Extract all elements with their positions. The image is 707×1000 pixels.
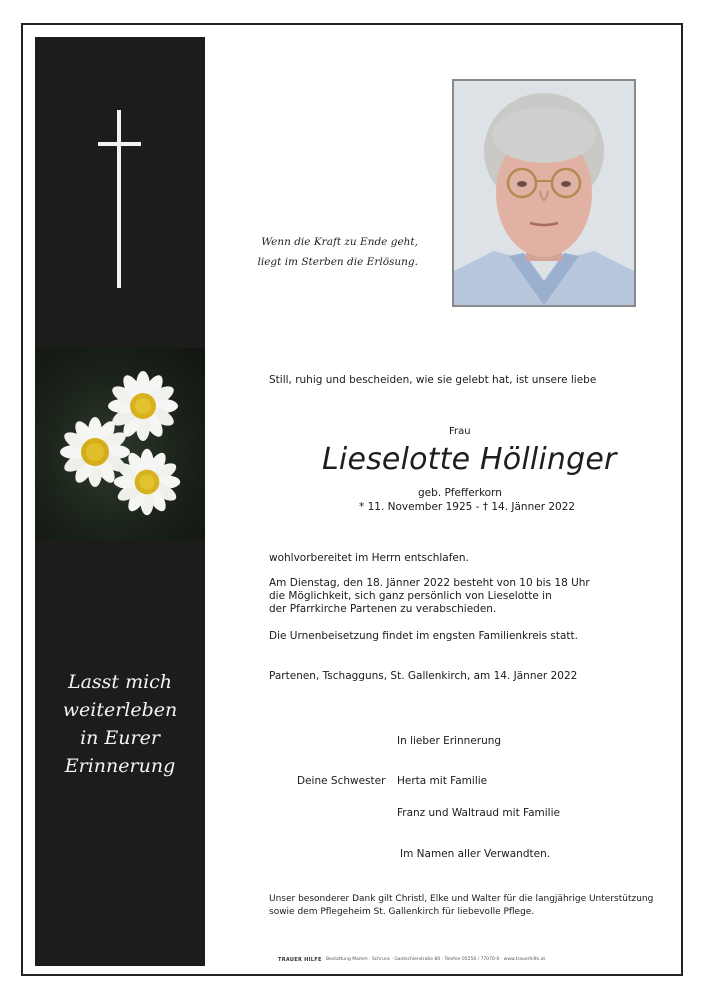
- thanks-line: sowie dem Pflegeheim St. Gallenkirch für liebevolle Pflege.: [269, 907, 535, 917]
- urn-text: Die Urnenbeisetzung findet im engsten Familienkreis statt.: [269, 630, 579, 642]
- sidebar-quote-line: weiterleben: [62, 699, 178, 721]
- portrait-image: [454, 81, 634, 305]
- farewell-line: der Pfarrkirche Partenen zu verabschieden.: [269, 603, 497, 615]
- farewell-line: die Möglichkeit, sich ganz persönlich von Lieselotte in: [269, 590, 552, 602]
- place-date: Partenen, Tschagguns, St. Gallenkirch, am 14. Jänner 2022: [269, 670, 578, 682]
- deceased-name: Lieselotte Höllinger: [322, 442, 617, 477]
- sidebar-quote-line: in Eurer: [80, 727, 160, 749]
- thanks-line: Unser besonderer Dank gilt Christl, Elke und Walter für die langjährige Unterstützung: [269, 894, 654, 904]
- sister-name: Herta mit Familie: [397, 775, 488, 787]
- farewell-paragraph: [269, 577, 590, 616]
- footer-brand: TRAUER HILFE: [278, 957, 322, 963]
- life-dates: * 11. November 1925 - † 14. Jänner 2022: [359, 501, 576, 513]
- sidebar-quote-line: Lasst mich: [67, 671, 173, 693]
- passed-text: wohlvorbereitet im Herrn entschlafen.: [269, 552, 469, 564]
- sidebar-quote-line: Erinnerung: [64, 755, 176, 777]
- cross-icon: [117, 110, 121, 288]
- cross-icon-bar: [98, 142, 141, 146]
- sidebar-quote: [35, 668, 205, 780]
- motto-line: Wenn die Kraft zu Ende geht,: [261, 236, 418, 248]
- birth-name: geb. Pfefferkorn: [418, 487, 502, 499]
- intro-text: Still, ruhig und bescheiden, wie sie gelebt hat, ist unsere liebe: [269, 374, 597, 386]
- salutation: Frau: [449, 426, 471, 437]
- motto-quote: [228, 232, 418, 272]
- mourner-second: Franz und Waltraud mit Familie: [397, 807, 560, 819]
- mourners-heading: In lieber Erinnerung: [397, 735, 502, 747]
- farewell-line: Am Dienstag, den 18. Jänner 2022 besteht von 10 bis 18 Uhr: [269, 577, 590, 589]
- motto-line: liegt im Sterben die Erlösung.: [257, 256, 418, 268]
- sister-label: Deine Schwester: [297, 775, 386, 787]
- portrait-photo: [452, 79, 636, 307]
- footer-text: Bestattung Mamm · Schruns · Gantschierstraße 80 · Telefon 05556 / 77070-0 · www.trauerhilfe.at: [326, 957, 546, 962]
- daisy-image: [35, 348, 205, 540]
- thanks-text: [269, 893, 653, 919]
- daisy-flowers-icon: [35, 348, 205, 540]
- mourners-closing: Im Namen aller Verwandten.: [400, 848, 551, 860]
